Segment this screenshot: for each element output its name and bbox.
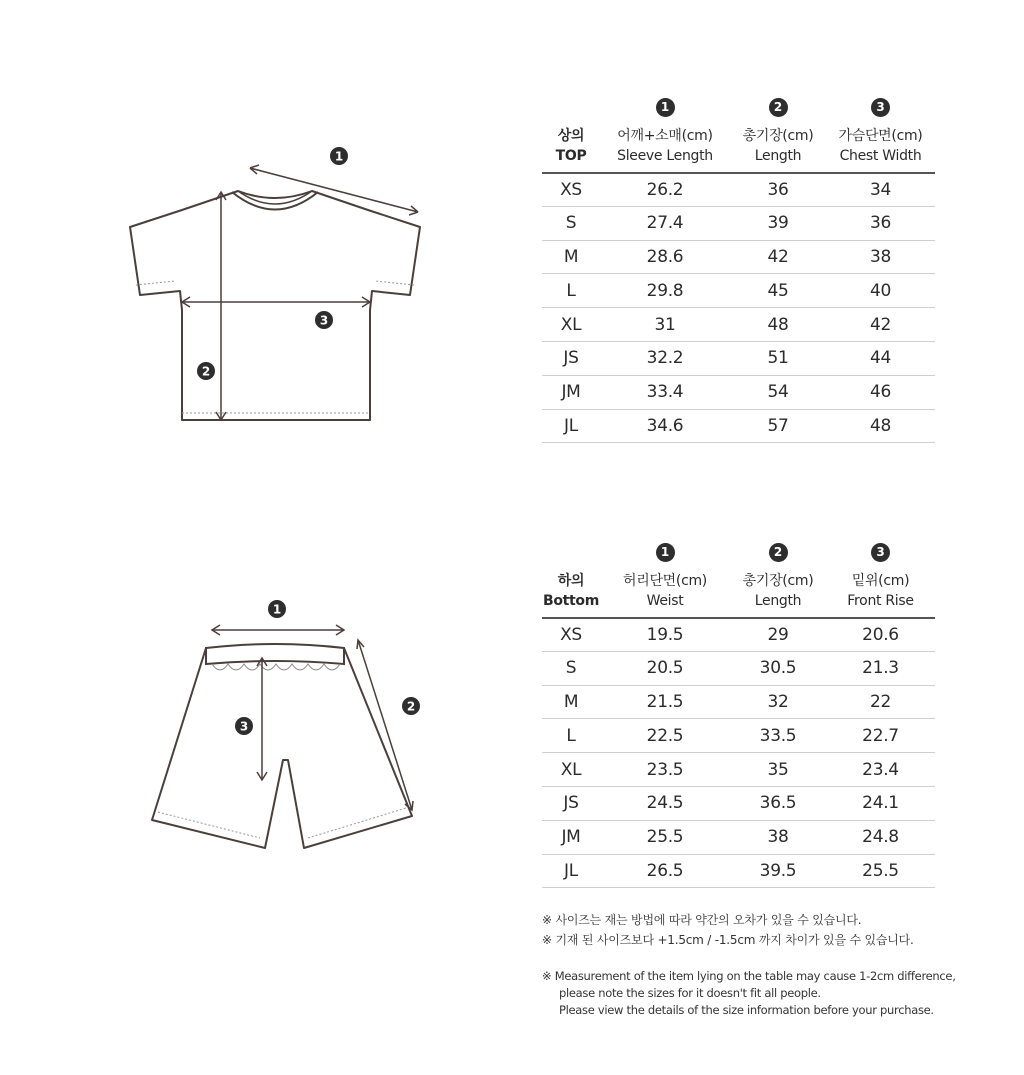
table-header-category: 상의 TOP	[555, 127, 587, 164]
table-row: JM 33.4 54 46	[542, 375, 935, 409]
tshirt-diagram	[120, 135, 440, 435]
svg-text:1: 1	[272, 602, 282, 617]
table-row: S 27.4 39 36	[542, 206, 935, 240]
column-header: 3 가슴단면(cm) Chest Width	[826, 96, 935, 173]
table-row: JL 26.5 39.5 25.5	[542, 854, 935, 888]
table-row: S 20.5 30.5 21.3	[542, 651, 935, 685]
note-line: ※ Measurement of the item lying on the table may cause 1-2cm difference,	[542, 969, 956, 983]
table-row: JM 25.5 38 24.8	[542, 820, 935, 854]
table-row: XS 26.2 36 34	[542, 173, 935, 207]
notes-korean	[542, 910, 914, 950]
column-header: 1 어깨+소매(cm) Sleeve Length	[600, 96, 730, 173]
note-line: ※ 기재 된 사이즈보다 +1.5cm / -1.5cm 까지 차이가 있을 수 있습니다.	[542, 933, 914, 947]
table-row: M 28.6 42 38	[542, 240, 935, 274]
table-row: M 21.5 32 22	[542, 685, 935, 719]
note-line: please note the sizes for it doesn't fit all people.	[559, 986, 821, 1000]
svg-text:3: 3	[319, 313, 329, 328]
table-row: L 29.8 45 40	[542, 274, 935, 308]
column-header: 2 총기장(cm) Length	[730, 96, 826, 173]
marker-2-icon	[197, 362, 215, 380]
top-size-table	[542, 96, 935, 443]
table-row: XL 31 48 42	[542, 308, 935, 342]
marker-1-icon	[330, 147, 348, 165]
number-2-icon: 2	[769, 543, 788, 562]
marker-2-icon	[402, 697, 420, 715]
number-3-icon: 3	[871, 98, 890, 117]
table-row: JS 24.5 36.5 24.1	[542, 786, 935, 820]
table-row: XS 19.5 29 20.6	[542, 618, 935, 652]
shorts-diagram	[140, 590, 440, 860]
table-row: JS 32.2 51 44	[542, 341, 935, 375]
table-header-category: 하의 Bottom	[542, 572, 600, 609]
sleeve-length-arrow	[250, 168, 418, 212]
note-line: ※ 사이즈는 재는 방법에 따라 약간의 오차가 있을 수 있습니다.	[542, 913, 862, 927]
number-3-icon: 3	[871, 543, 890, 562]
svg-text:3: 3	[239, 719, 249, 734]
number-1-icon: 1	[656, 543, 675, 562]
column-header: 3 밑위(cm) Front Rise	[826, 541, 935, 618]
svg-text:1: 1	[334, 149, 344, 164]
number-2-icon: 2	[769, 98, 788, 117]
number-1-icon: 1	[656, 98, 675, 117]
svg-text:2: 2	[201, 364, 211, 379]
table-row: XL 23.5 35 23.4	[542, 753, 935, 787]
note-line: Please view the details of the size information before your purchase.	[559, 1003, 934, 1017]
table-row: L 22.5 33.5 22.7	[542, 719, 935, 753]
svg-text:2: 2	[406, 699, 416, 714]
marker-3-icon	[235, 717, 253, 735]
bottom-size-table	[542, 541, 935, 888]
marker-1-icon	[268, 600, 286, 618]
marker-3-icon	[315, 311, 333, 329]
column-header: 2 총기장(cm) Length	[730, 541, 826, 618]
shorts-length-arrow	[358, 640, 412, 810]
column-header: 1 허리단면(cm) Weist	[600, 541, 730, 618]
table-row: JL 34.6 57 48	[542, 409, 935, 443]
notes-english	[542, 968, 956, 1019]
